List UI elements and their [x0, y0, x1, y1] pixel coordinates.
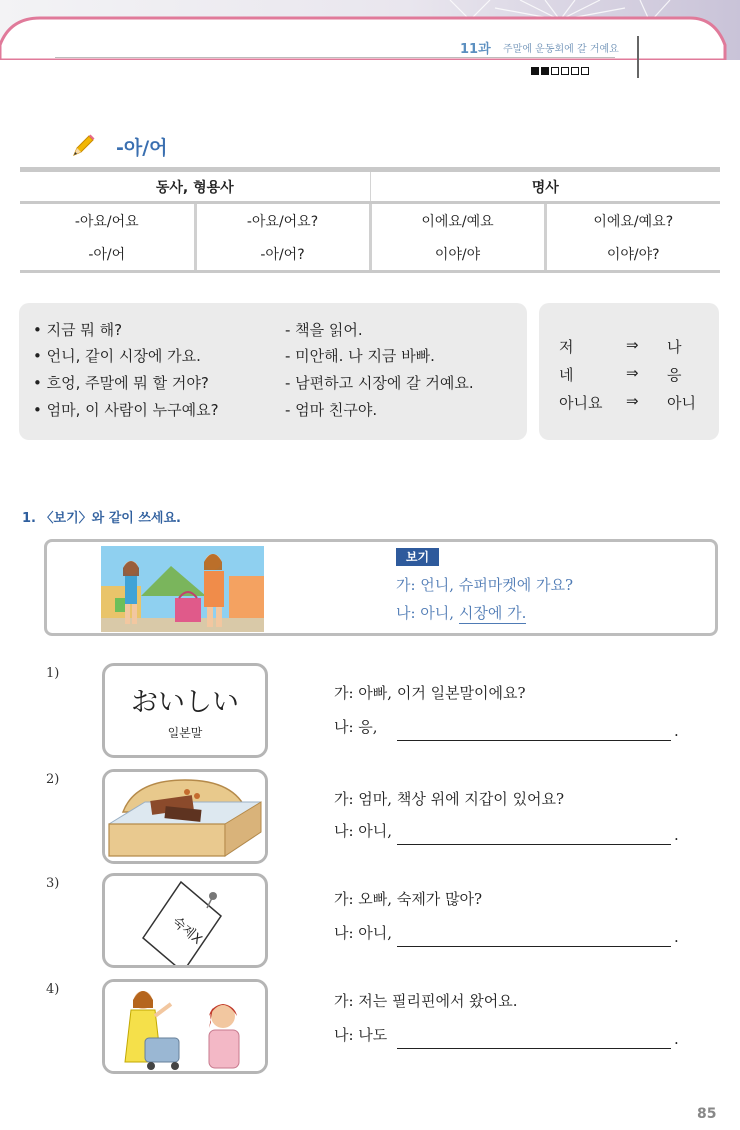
item-number: 2) — [46, 772, 60, 787]
example-answer: - 책을 읽어. — [285, 321, 363, 339]
progress-square — [531, 67, 539, 75]
shopping-women-illustration — [101, 546, 264, 632]
table-cell: -아요/어요 — [20, 203, 195, 238]
answer-underlined: 시장에 가. — [458, 604, 527, 622]
progress-square — [551, 67, 559, 75]
example-question: • 지금 뭐 해? — [33, 321, 123, 339]
answer-blank[interactable] — [397, 844, 671, 845]
dialog-answer-prefix: 나: 아니, — [334, 822, 393, 840]
item-image — [102, 769, 268, 864]
example-answer: - 엄마 친구야. — [285, 401, 378, 419]
exercise-instruction: 1. 〈보기〉와 같이 쓰세요. — [22, 511, 181, 526]
arrow-icon: ⇒ — [626, 392, 639, 410]
answer-prefix: 나: 아니, — [396, 604, 459, 622]
item-number: 1) — [46, 666, 60, 681]
answer-period: . — [674, 826, 679, 844]
page-number: 85 — [697, 1106, 717, 1122]
table-cell: 이에요/예요? — [593, 213, 674, 230]
answer-period: . — [674, 928, 679, 946]
informal-word: 응 — [667, 366, 682, 384]
table-cell: 이야/야? — [545, 237, 720, 272]
header-band — [0, 0, 740, 60]
example-question: • 언니, 같이 시장에 가요. — [33, 347, 201, 365]
item-number: 3) — [46, 876, 60, 891]
speech-level-box — [539, 303, 719, 440]
example-answer: - 남편하고 시장에 갈 거예요. — [285, 374, 474, 392]
homework-label: 숙제X — [168, 914, 205, 948]
progress-square — [541, 67, 549, 75]
dialog-question: 가: 오빠, 숙제가 많아? — [334, 890, 483, 908]
example-box — [19, 303, 527, 440]
dialog-question: 가: 엄마, 책상 위에 지갑이 있어요? — [334, 790, 565, 808]
answer-period: . — [674, 722, 679, 740]
dialog-question: 가: 저는 필리핀에서 왔어요. — [334, 992, 518, 1010]
example-answer: - 미안해. 나 지금 바빠. — [285, 347, 435, 365]
progress-square — [561, 67, 569, 75]
grammar-table — [20, 167, 720, 273]
two-mothers-illustration — [105, 982, 265, 1071]
table-header: 동사, 형용사 — [20, 170, 370, 203]
formal-word: 네 — [559, 366, 574, 384]
progress-square — [571, 67, 579, 75]
item-number: 4) — [46, 982, 60, 997]
item-image — [102, 663, 268, 758]
bed-wallet-illustration — [105, 772, 265, 861]
example-question: • 흐엉, 주말에 뭐 할 거야? — [33, 374, 209, 392]
pencil-icon — [70, 133, 96, 159]
header-divider — [637, 36, 639, 78]
table-cell: 이에요/예요 — [370, 203, 545, 238]
table-cell: -아/어? — [195, 237, 370, 272]
item-image — [102, 873, 268, 968]
dialog-question: 가: 아빠, 이거 일본말이에요? — [334, 684, 526, 702]
dialog-answer-prefix: 나: 응, — [334, 718, 378, 736]
grammar-title: -아/어 — [116, 137, 168, 159]
image-caption: 일본말 — [167, 726, 203, 740]
answer-blank[interactable] — [397, 1048, 671, 1049]
header-decoration — [0, 0, 740, 60]
table-cell: 이야/야 — [370, 237, 545, 272]
lesson-title: 주말에 운동회에 갈 거예요 — [503, 44, 619, 55]
lesson-number: 11과 — [460, 42, 491, 57]
progress-square — [581, 67, 589, 75]
header-rule — [55, 57, 615, 58]
table-cell: -아/어 — [20, 237, 195, 272]
item-image — [102, 979, 268, 1074]
japanese-word: おいしい — [131, 687, 239, 718]
table-cell: -아요/어요? — [195, 203, 370, 238]
table-header: 명사 — [370, 170, 720, 203]
lesson-progress — [531, 67, 589, 75]
dialog-answer-prefix: 나: 나도 — [334, 1026, 388, 1044]
formal-word: 저 — [559, 338, 574, 356]
example-label: 보기 — [396, 548, 439, 566]
example-question: 가: 언니, 슈퍼마켓에 가요? — [396, 576, 574, 594]
informal-word: 아니 — [667, 394, 696, 412]
example-question: • 엄마, 이 사람이 누구예요? — [33, 401, 219, 419]
answer-blank[interactable] — [397, 946, 671, 947]
answer-period: . — [674, 1030, 679, 1048]
arrow-icon: ⇒ — [626, 336, 639, 354]
informal-word: 나 — [667, 338, 682, 356]
formal-word: 아니요 — [559, 394, 603, 412]
dialog-answer-prefix: 나: 아니, — [334, 924, 393, 942]
answer-blank[interactable] — [397, 740, 671, 741]
example-answer — [396, 602, 526, 623]
arrow-icon: ⇒ — [626, 364, 639, 382]
